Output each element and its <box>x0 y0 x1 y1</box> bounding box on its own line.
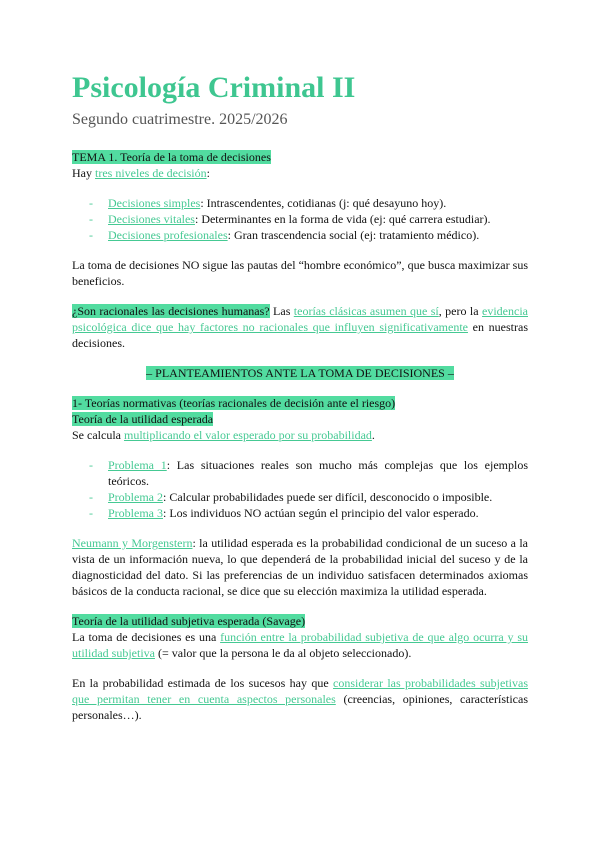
level-vital-desc: : Determinantes en la forma de vida (ej: qué carrera estudiar). <box>194 212 491 226</box>
classic-theories-link[interactable]: teorías clásicas asumen que sí <box>293 304 439 318</box>
problems-list <box>72 457 528 521</box>
levels-link[interactable]: tres niveles de decisión <box>95 166 207 180</box>
problem-3-desc: : Los individuos NO actúan según el principio del valor esperado. <box>163 506 479 520</box>
tema1-heading: TEMA 1. Teoría de la toma de decisiones <box>72 150 271 164</box>
homo-economicus-paragraph: La toma de decisiones NO sigue las pautas del “hombre económico”, que busca maximizar sus beneficios. <box>72 258 528 288</box>
level-vital-link[interactable]: Decisiones vitales <box>108 212 195 226</box>
problem-2-desc: : Calcular probabilidades puede ser difícil, desconocido o imposible. <box>163 490 493 504</box>
neumann-link[interactable]: Neumann y Morgenstern <box>72 536 193 550</box>
problem-1-link[interactable]: Problema 1 <box>108 458 167 472</box>
calc-link[interactable]: multiplicando el valor esperado por su probabilidad <box>123 428 372 442</box>
subjetiva-text-1: La toma de decisiones es una <box>72 630 221 644</box>
neumann-text: : la utilidad esperada es la probabilidad condicional de un suceso a la vista de un información nueva, lo que dependerá de la probabilidad inicial del suceso y de la diagnosticidad del dato. Si las preferencias de un individuo satisfacen determinados axiomas básicos de la conducta racional, se dice que su elección maximiza la utilidad esperada. <box>72 536 529 598</box>
rationality-text-3: en nuestras decisiones. <box>72 320 528 350</box>
calc-text: Se calcula <box>72 428 124 442</box>
document-title: Psicología Criminal II <box>72 71 356 104</box>
levels-intro-text: Hay <box>72 166 95 180</box>
problem-2-link[interactable]: Problema 2 <box>108 490 163 504</box>
subjetiva-heading: Teoría de la utilidad subjetiva esperada (Savage) <box>72 614 306 628</box>
problem-1-desc: : Las situaciones reales son mucho más complejas que los ejemplos teóricos. <box>108 458 528 488</box>
utilidad-line <box>72 411 528 427</box>
calc-line <box>72 427 528 443</box>
subjetiva-text-2: (= valor que la persona le da al objeto seleccionado). <box>155 646 412 660</box>
level-simple-link[interactable]: Decisiones simples <box>108 196 201 210</box>
rationality-text-1: Las <box>269 304 294 318</box>
list-item <box>72 505 528 521</box>
list-item <box>72 195 528 211</box>
estimada-paragraph <box>72 675 528 723</box>
levels-intro-colon: : <box>206 166 210 180</box>
planteamientos-heading: – PLANTEAMIENTOS ANTE LA TOMA DE DECISIONES – <box>146 366 454 380</box>
list-item <box>72 211 528 227</box>
rationality-text-2: , pero la <box>438 304 483 318</box>
list-item <box>72 227 528 243</box>
level-professional-link[interactable]: Decisiones profesionales <box>108 228 228 242</box>
estimada-link[interactable]: considerar las probabilidades subjetivas que permitan tener en cuenta aspectos personales <box>72 676 529 706</box>
subjetiva-paragraph <box>72 629 528 661</box>
level-simple-desc: : Intrascendentes, cotidianas (j: qué desayuno hoy). <box>200 196 447 210</box>
levels-intro <box>72 165 528 181</box>
estimada-text-1: En la probabilidad estimada de los sucesos hay que <box>72 676 334 690</box>
calc-period: . <box>371 428 375 442</box>
list-item <box>72 489 528 505</box>
document-body <box>72 149 528 723</box>
list-item <box>72 457 528 489</box>
subjetiva-link[interactable]: función entre la probabilidad subjetiva de que algo ocurra y su utilidad subjetiva <box>72 630 528 660</box>
rationality-question: ¿Son racionales las decisiones humanas? <box>72 304 270 318</box>
normativas-heading: 1- Teorías normativas (teorías racionales de decisión ante el riesgo) <box>72 396 396 410</box>
normativas-line <box>72 395 528 411</box>
levels-list <box>72 195 528 243</box>
tema1-heading-line <box>72 149 528 165</box>
level-professional-desc: : Gran trascendencia social (ej: tratamiento médico). <box>227 228 480 242</box>
document-subtitle: Segundo cuatrimestre. 2025/2026 <box>72 111 288 128</box>
rationality-paragraph <box>72 303 528 351</box>
neumann-paragraph <box>72 535 528 599</box>
problem-3-link[interactable]: Problema 3 <box>108 506 163 520</box>
estimada-text-2: (creencias, opiniones, características personales…). <box>72 692 528 722</box>
subjetiva-line <box>72 613 528 629</box>
planteamientos-line <box>72 365 528 381</box>
psych-evidence-link[interactable]: evidencia psicológica dice que hay factores no racionales que influyen significativamente <box>72 304 528 334</box>
utilidad-heading: Teoría de la utilidad esperada <box>72 412 214 426</box>
